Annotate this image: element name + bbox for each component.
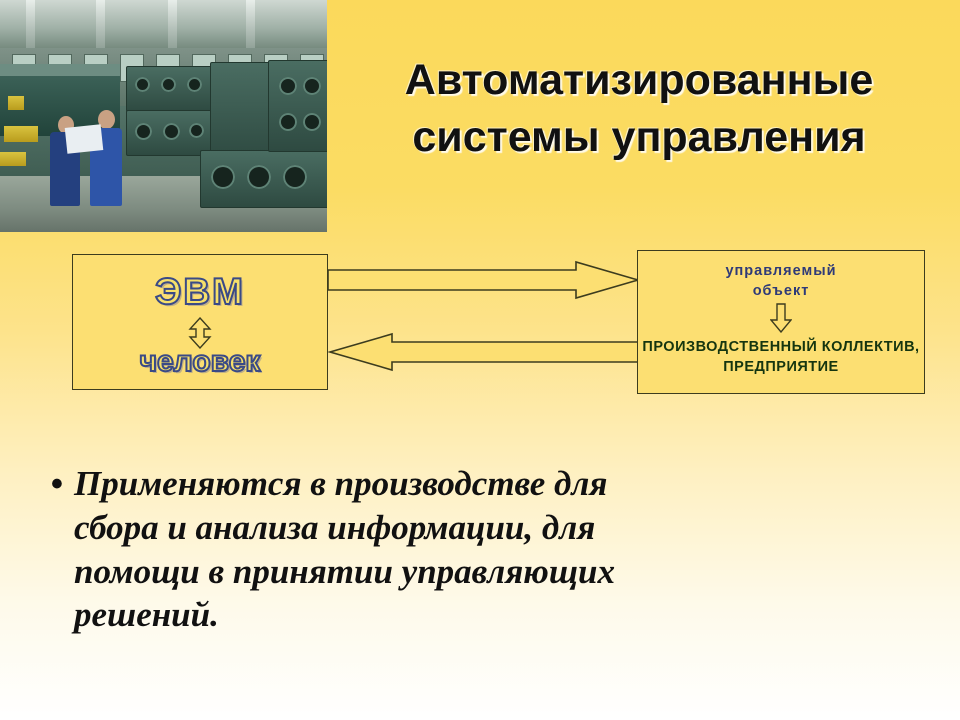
down-arrow-icon [770, 303, 792, 338]
diagram-label-evm: ЭВМ [155, 271, 245, 312]
slide-title-line1: Автоматизированные [404, 56, 874, 104]
diagram-label-managed-object-line2: объект [752, 283, 810, 299]
photo-beam [26, 0, 35, 52]
bullet-list [40, 462, 920, 637]
diagram-label-human: человек [139, 345, 261, 378]
photo-blueprint [65, 124, 104, 154]
photo-ceiling [0, 0, 327, 52]
arrow-left-icon [326, 332, 642, 372]
factory-photo [0, 0, 327, 232]
arrow-right-icon [326, 260, 642, 300]
control-system-diagram [0, 236, 960, 411]
photo-engine-block [200, 150, 327, 208]
photo-crate [4, 126, 38, 142]
photo-machine-line [0, 64, 120, 76]
slide-title-line2: системы управления [412, 113, 866, 162]
photo-beam [246, 0, 255, 52]
diagram-label-managed-object-line1: управляемый [725, 263, 837, 279]
photo-beam [96, 0, 105, 52]
photo-crate [0, 152, 26, 166]
photo-engine-block [126, 66, 212, 112]
bullet-marker: • [51, 465, 63, 503]
diagram-box-managed-object [637, 250, 925, 394]
slide-title [330, 52, 948, 166]
diagram-label-enterprise: ПРЕДПРИЯТИЕ [723, 359, 839, 375]
bullet-text: Применяются в производстве для сбора и анализа информации, для помощи в принятии управляющих решений. [74, 464, 615, 635]
photo-beam [168, 0, 177, 52]
photo-crate [8, 96, 24, 110]
diagram-label-collective: ПРОИЗВОДСТВЕННЫЙ КОЛЛЕКТИВ, [642, 339, 920, 355]
photo-engine-block [210, 62, 270, 160]
photo-engine-block [126, 110, 212, 156]
diagram-box-computer-human [72, 254, 328, 390]
photo-engine-block [268, 60, 327, 152]
